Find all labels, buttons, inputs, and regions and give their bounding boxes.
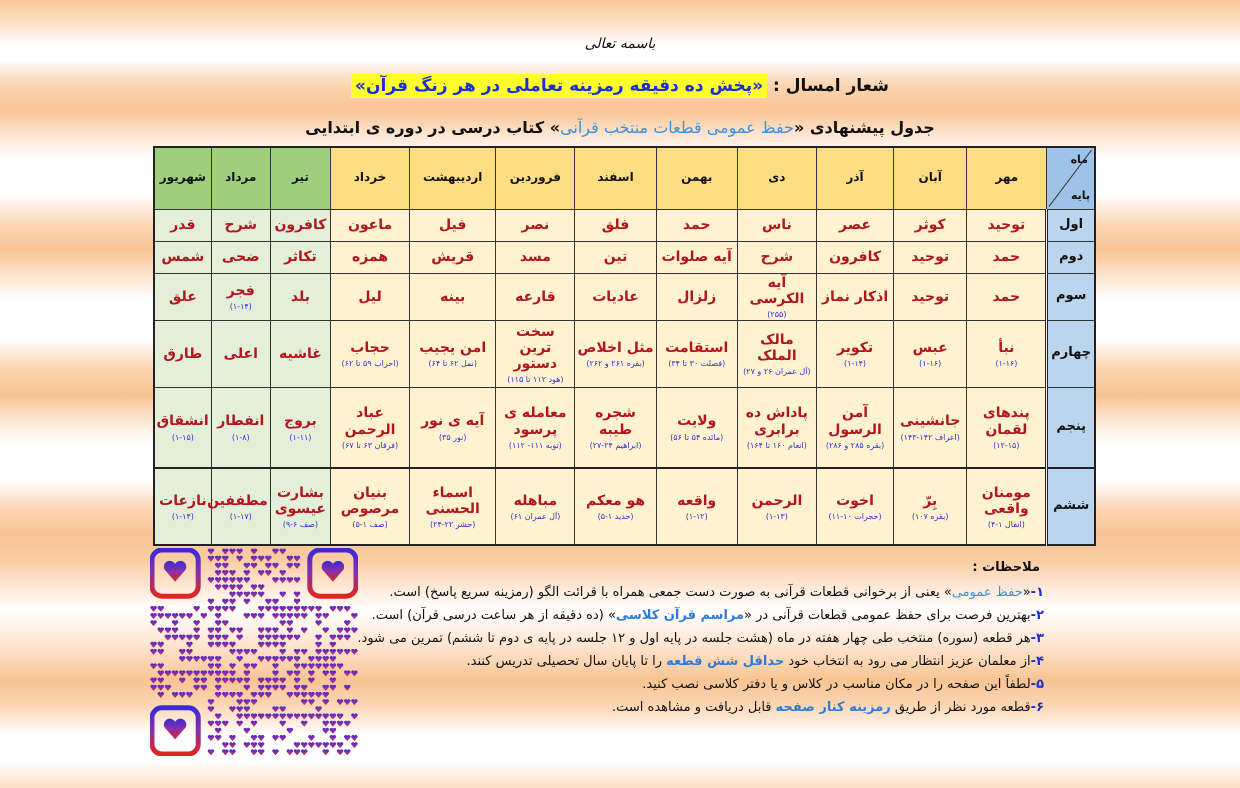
slogan-label: شعار امسال : xyxy=(767,76,889,96)
surah-name: ماعون xyxy=(347,216,393,233)
surah-cell xyxy=(816,273,893,320)
verse-reference: (۱-۱۷) xyxy=(229,511,252,521)
surah-cell xyxy=(575,273,656,320)
notes-section xyxy=(354,556,1044,719)
surah-name: ولایت xyxy=(677,413,717,430)
surah-cell xyxy=(737,241,816,273)
surah-name: شرح xyxy=(760,248,794,265)
verse-reference: (۱-۱۱) xyxy=(289,432,312,442)
verse-reference: (آل عمران ۶۱) xyxy=(510,511,561,521)
surah-name: حمد xyxy=(682,216,711,233)
month-header: اسفند xyxy=(575,147,656,209)
surah-cell xyxy=(967,273,1047,320)
verse-reference: (فرقان ۶۳ تا ۶۷) xyxy=(341,440,399,450)
surah-cell xyxy=(330,468,409,545)
verse-reference: (بقره ۱۰۷) xyxy=(911,511,949,521)
verse-reference: (۱-۱۳) xyxy=(765,511,788,521)
note-highlight: رمزینه کنار صفحه xyxy=(775,700,891,715)
surah-name: بِرّ xyxy=(923,492,938,509)
memorization-schedule-table xyxy=(153,146,1096,546)
surah-name: فیل xyxy=(439,216,467,233)
verse-reference: (بقره ۲۸۵ و ۲۸۶) xyxy=(825,440,885,450)
surah-cell xyxy=(967,209,1047,241)
surah-name: تکویر xyxy=(836,339,874,356)
surah-cell xyxy=(894,273,967,320)
note-number: ۲- xyxy=(1030,608,1044,623)
surah-cell xyxy=(496,387,575,468)
surah-name: مباهله xyxy=(513,492,558,509)
grade-label: سوم xyxy=(1047,273,1095,320)
grade-row xyxy=(154,468,1095,545)
surah-cell xyxy=(816,320,893,387)
grade-label: دوم xyxy=(1047,241,1095,273)
note-text-pre: هر قطعه (سوره) منتخب طی چهار هفته در ماه (هشت جلسه در پایه اول و ۱۲ جلسه در پایه ی دوم تا ششم) تمرین می شود. xyxy=(357,631,1031,646)
note-item xyxy=(354,604,1044,627)
verse-reference: (انعام ۱۶۰ تا ۱۶۴) xyxy=(746,440,807,450)
surah-cell xyxy=(656,387,737,468)
surah-name: اخوت xyxy=(836,492,874,509)
verse-reference: (۱-۱۲) xyxy=(685,511,708,521)
verse-reference: (۱-۱۴) xyxy=(171,511,194,521)
surah-cell xyxy=(496,241,575,273)
surah-cell xyxy=(894,468,967,545)
surah-name: شمس xyxy=(161,248,205,265)
surah-cell xyxy=(270,273,330,320)
month-header: بهمن xyxy=(656,147,737,209)
surah-cell xyxy=(154,241,211,273)
surah-name: غاشیه xyxy=(279,345,322,362)
surah-name: فلق xyxy=(601,216,630,233)
surah-cell xyxy=(816,387,893,468)
verse-reference: (توبه ۱۱۱- ۱۱۲) xyxy=(508,440,562,450)
verse-reference: (انفال ۱-۴) xyxy=(987,519,1025,529)
surah-name: سخت ترین دستور xyxy=(513,323,558,372)
surah-name: جانشینی xyxy=(899,413,961,430)
surah-cell xyxy=(330,241,409,273)
surah-cell xyxy=(496,320,575,387)
note-text-pre: قطعه مورد نظر از طریق xyxy=(890,700,1031,715)
surah-cell xyxy=(207,468,270,545)
surah-name: شجره طیبه xyxy=(595,405,636,438)
table-title xyxy=(0,118,1240,137)
surah-cell xyxy=(575,320,656,387)
subtitle-suffix: » کتاب درسی در دوره ی ابتدایی xyxy=(305,118,561,137)
surah-cell xyxy=(211,320,270,387)
surah-cell xyxy=(575,209,656,241)
surah-name: نصر xyxy=(521,216,550,233)
surah-cell xyxy=(496,468,575,545)
surah-cell xyxy=(270,241,330,273)
surah-cell xyxy=(894,241,967,273)
surah-cell xyxy=(656,468,737,545)
month-header: دی xyxy=(737,147,816,209)
surah-cell xyxy=(656,320,737,387)
surah-cell xyxy=(154,273,211,320)
verse-reference: (ابراهیم ۲۴-۲۷) xyxy=(589,440,642,450)
surah-cell xyxy=(894,387,967,468)
surah-cell xyxy=(154,468,211,545)
surah-name: فجر xyxy=(226,282,255,299)
note-highlight: حداقل شش قطعه xyxy=(666,654,785,669)
surah-name: عادیات xyxy=(592,288,639,305)
surah-cell xyxy=(211,241,270,273)
surah-name: معامله ی پرسود xyxy=(504,405,567,438)
surah-cell xyxy=(270,387,330,468)
month-header: تیر xyxy=(270,147,330,209)
surah-cell xyxy=(154,209,211,241)
verse-reference: (حجرات ۱۰-۱۱) xyxy=(828,511,882,521)
grade-row xyxy=(154,273,1095,320)
surah-name: مثل اخلاص xyxy=(577,339,654,356)
surah-name: پندهای لقمان xyxy=(982,405,1030,438)
surah-name: قدر xyxy=(170,216,196,233)
verse-reference: (۱-۱۶) xyxy=(919,358,942,368)
surah-name: مطففین xyxy=(207,492,268,509)
surah-name: انفطار xyxy=(217,413,265,430)
surah-name: همزه xyxy=(352,248,389,265)
subtitle-prefix: جدول پیشنهادی « xyxy=(793,118,935,137)
surah-cell xyxy=(967,241,1047,273)
surah-name: اعلی xyxy=(223,345,258,362)
surah-name: الرحمن xyxy=(751,492,803,509)
surah-name: حجاب xyxy=(350,339,390,356)
subtitle-highlight: حفظ عمومی قطعات منتخب قرآنی xyxy=(560,118,794,137)
surah-name: قریش xyxy=(431,248,475,265)
month-header: شهریور xyxy=(154,147,211,209)
surah-cell xyxy=(211,209,270,241)
notes-title: ملاحظات : xyxy=(972,560,1040,575)
surah-name: مالک الملک xyxy=(757,331,797,364)
note-text-pre: بهترین فرصت برای حفظ عمومی قطعات قرآنی در « xyxy=(744,608,1031,623)
surah-cell xyxy=(410,241,496,273)
month-header: خرداد xyxy=(330,147,409,209)
surah-name: واقعه xyxy=(677,492,717,509)
verse-reference: (۱-۱۴) xyxy=(229,301,252,311)
note-text-post: » یعنی از برخوانی قطعات قرآنی به صورت دست جمعی همراه با قرائت الگو (رمزینه سریع پاسخ) است. xyxy=(389,585,952,600)
verse-reference: (حشر ۲۲-۲۴) xyxy=(430,519,476,529)
note-number: ۵- xyxy=(1030,677,1044,692)
month-header: مرداد xyxy=(211,147,270,209)
surah-name: زلزال xyxy=(677,288,717,305)
verse-reference: (مائده ۵۴ تا ۵۶) xyxy=(670,432,724,442)
surah-cell xyxy=(211,387,270,468)
surah-cell xyxy=(410,209,496,241)
surah-name: کوثر xyxy=(914,216,946,233)
note-item xyxy=(354,581,1044,604)
surah-name: آیه صلوات xyxy=(661,248,732,265)
surah-cell xyxy=(894,320,967,387)
surah-name: اذکار نماز xyxy=(821,288,889,305)
note-item xyxy=(354,627,1044,650)
surah-cell xyxy=(737,209,816,241)
surah-cell xyxy=(656,209,737,241)
verse-reference: (صف ۶-۹) xyxy=(282,519,319,529)
surah-cell xyxy=(737,273,816,320)
surah-name: کافرون xyxy=(274,216,327,233)
surah-name: پاداش ده برابری xyxy=(745,405,808,438)
surah-name: علق xyxy=(168,288,197,305)
note-number: ۱- xyxy=(1030,585,1044,600)
verse-reference: (بقره ۲۶۱ و ۲۶۲) xyxy=(586,358,645,368)
surah-cell xyxy=(967,320,1047,387)
surah-cell xyxy=(575,468,656,545)
surah-name: ضحی xyxy=(221,248,260,265)
surah-name: لیل xyxy=(358,288,382,305)
month-header-row xyxy=(154,147,1095,209)
surah-name: انشقاق xyxy=(156,413,209,430)
month-header: اردیبهشت xyxy=(410,147,496,209)
surah-name: عصر xyxy=(838,216,872,233)
verse-reference: (حدید ۱-۵) xyxy=(597,511,634,521)
month-header: مهر xyxy=(967,147,1047,209)
surah-cell xyxy=(410,320,496,387)
surah-cell xyxy=(330,387,409,468)
surah-cell xyxy=(894,209,967,241)
surah-name: بلد xyxy=(290,288,310,305)
verse-reference: (۲۵۵) xyxy=(767,309,787,319)
note-text-post: قابل دریافت و مشاهده است. xyxy=(612,700,776,715)
surah-cell xyxy=(330,273,409,320)
surah-cell xyxy=(211,273,270,320)
month-header: آذر xyxy=(816,147,893,209)
surah-cell xyxy=(737,387,816,468)
surah-name: امن یجیب xyxy=(419,339,487,356)
surah-cell xyxy=(410,387,496,468)
grade-label: اول xyxy=(1047,209,1095,241)
note-text-pre: « xyxy=(1022,585,1031,600)
grade-row xyxy=(154,241,1095,273)
surah-name: عباد الرحمن xyxy=(344,405,396,438)
bismillah-heading: باسمه تعالی xyxy=(584,36,656,52)
surah-name: بروج xyxy=(284,413,317,430)
surah-name: آیه الکرسی xyxy=(749,274,805,307)
surah-name: توحید xyxy=(911,288,950,305)
surah-name: نازعات xyxy=(159,492,207,509)
heart-qr-code-icon[interactable] xyxy=(150,548,358,756)
surah-cell xyxy=(270,320,330,387)
month-header: آبان xyxy=(894,147,967,209)
surah-name: ناس xyxy=(761,216,792,233)
note-text-post: » (ده دقیقه از هر ساعت درسی قرآن) است. xyxy=(371,608,616,623)
surah-name: شرح xyxy=(224,216,258,233)
verse-reference: (۱-۱۵) xyxy=(171,432,194,442)
surah-cell xyxy=(575,241,656,273)
surah-name: قارعه xyxy=(515,288,556,305)
surah-cell xyxy=(967,387,1047,468)
note-text-pre: از معلمان عزیز انتظار می رود به انتخاب خود xyxy=(784,654,1031,669)
grade-row xyxy=(154,387,1095,468)
corner-month-label: ماه xyxy=(1070,153,1088,166)
surah-name: کافرون xyxy=(829,248,881,265)
grade-row xyxy=(154,209,1095,241)
verse-reference: (نمل ۶۲ تا ۶۴) xyxy=(428,358,478,368)
surah-name: استقامت xyxy=(665,339,729,356)
verse-reference: (احزاب ۵۹ تا ۶۲) xyxy=(341,358,399,368)
surah-name: بنیان مرصوص xyxy=(340,484,400,517)
corner-grade-label: پایه xyxy=(1070,188,1090,202)
surah-cell xyxy=(575,387,656,468)
surah-name: بینه xyxy=(440,288,466,305)
surah-name: هو معکم xyxy=(586,492,646,509)
surah-name: بشارت عیسوی xyxy=(274,484,326,517)
note-text-pre: لطفاً این صفحه را در مکان مناسب در کلاس و یا دفتر کلاسی نصب کنید. xyxy=(642,677,1031,692)
surah-cell xyxy=(656,241,737,273)
note-highlight: حفظ عمومی xyxy=(951,585,1023,600)
surah-name: توحید xyxy=(987,216,1026,233)
surah-name: آیه ی نور xyxy=(421,413,485,430)
note-item xyxy=(354,696,1044,719)
verse-reference: (آل عمران ۲۶ و ۲۷) xyxy=(743,366,811,376)
surah-cell xyxy=(737,320,816,387)
surah-cell xyxy=(816,209,893,241)
note-item xyxy=(354,650,1044,673)
verse-reference: (هود ۱۱۲ تا ۱۱۵) xyxy=(507,374,564,384)
surah-cell xyxy=(496,209,575,241)
surah-cell xyxy=(816,468,893,545)
surah-name: عبس xyxy=(912,339,948,356)
grade-row xyxy=(154,320,1095,387)
note-number: ۳- xyxy=(1030,631,1044,646)
surah-cell xyxy=(270,209,330,241)
verse-reference: (صف ۱-۵) xyxy=(352,519,388,529)
surah-name: نبأ xyxy=(998,339,1015,356)
verse-reference: (اعراف ۱۴۲-۱۴۳) xyxy=(900,432,960,442)
surah-name: حمد xyxy=(992,248,1021,265)
surah-cell xyxy=(330,320,409,387)
verse-reference: (۱-۱۶) xyxy=(995,358,1018,368)
surah-cell xyxy=(656,273,737,320)
verse-reference: (۱-۸) xyxy=(231,432,250,442)
surah-cell xyxy=(154,320,211,387)
surah-name: آمن الرسول xyxy=(828,405,882,438)
verse-reference: (فصلت ۳۰ تا ۳۴) xyxy=(668,358,726,368)
surah-name: طارق xyxy=(163,345,203,362)
surah-cell xyxy=(154,387,211,468)
surah-name: توحید xyxy=(911,248,950,265)
surah-name: تکاثر xyxy=(284,248,317,265)
grade-label: پنجم xyxy=(1047,387,1095,468)
surah-cell xyxy=(270,468,330,545)
year-slogan xyxy=(0,76,1240,96)
surah-name: حمد xyxy=(992,288,1021,305)
grade-label: ششم xyxy=(1047,468,1095,545)
surah-name: مسد xyxy=(519,248,551,265)
slogan-text: «پخش ده دقیقه رمزینه تعاملی در هر زنگ قرآن» xyxy=(351,74,767,98)
surah-cell xyxy=(410,273,496,320)
note-text-post: را تا پایان سال تحصیلی تدریس کنند. xyxy=(466,654,667,669)
surah-name: اسماء الحسنی xyxy=(425,484,480,517)
surah-cell xyxy=(967,468,1047,545)
verse-reference: (۱۲-۱۵) xyxy=(993,440,1020,450)
surah-cell xyxy=(816,241,893,273)
surah-name: تین xyxy=(603,248,628,265)
note-number: ۶- xyxy=(1030,700,1044,715)
verse-reference: (نور ۳۵) xyxy=(438,432,467,442)
surah-cell xyxy=(330,209,409,241)
note-number: ۴- xyxy=(1030,654,1044,669)
grade-label: چهارم xyxy=(1047,320,1095,387)
surah-cell xyxy=(737,468,816,545)
verse-reference: (۱-۱۴) xyxy=(844,358,867,368)
surah-name: مومنان واقعی xyxy=(981,484,1031,517)
surah-cell xyxy=(496,273,575,320)
surah-cell xyxy=(410,468,496,545)
note-item xyxy=(354,673,1044,696)
month-header: فروردین xyxy=(496,147,575,209)
note-highlight: مراسم قرآن کلاسی xyxy=(615,608,745,623)
corner-header xyxy=(1047,147,1095,209)
